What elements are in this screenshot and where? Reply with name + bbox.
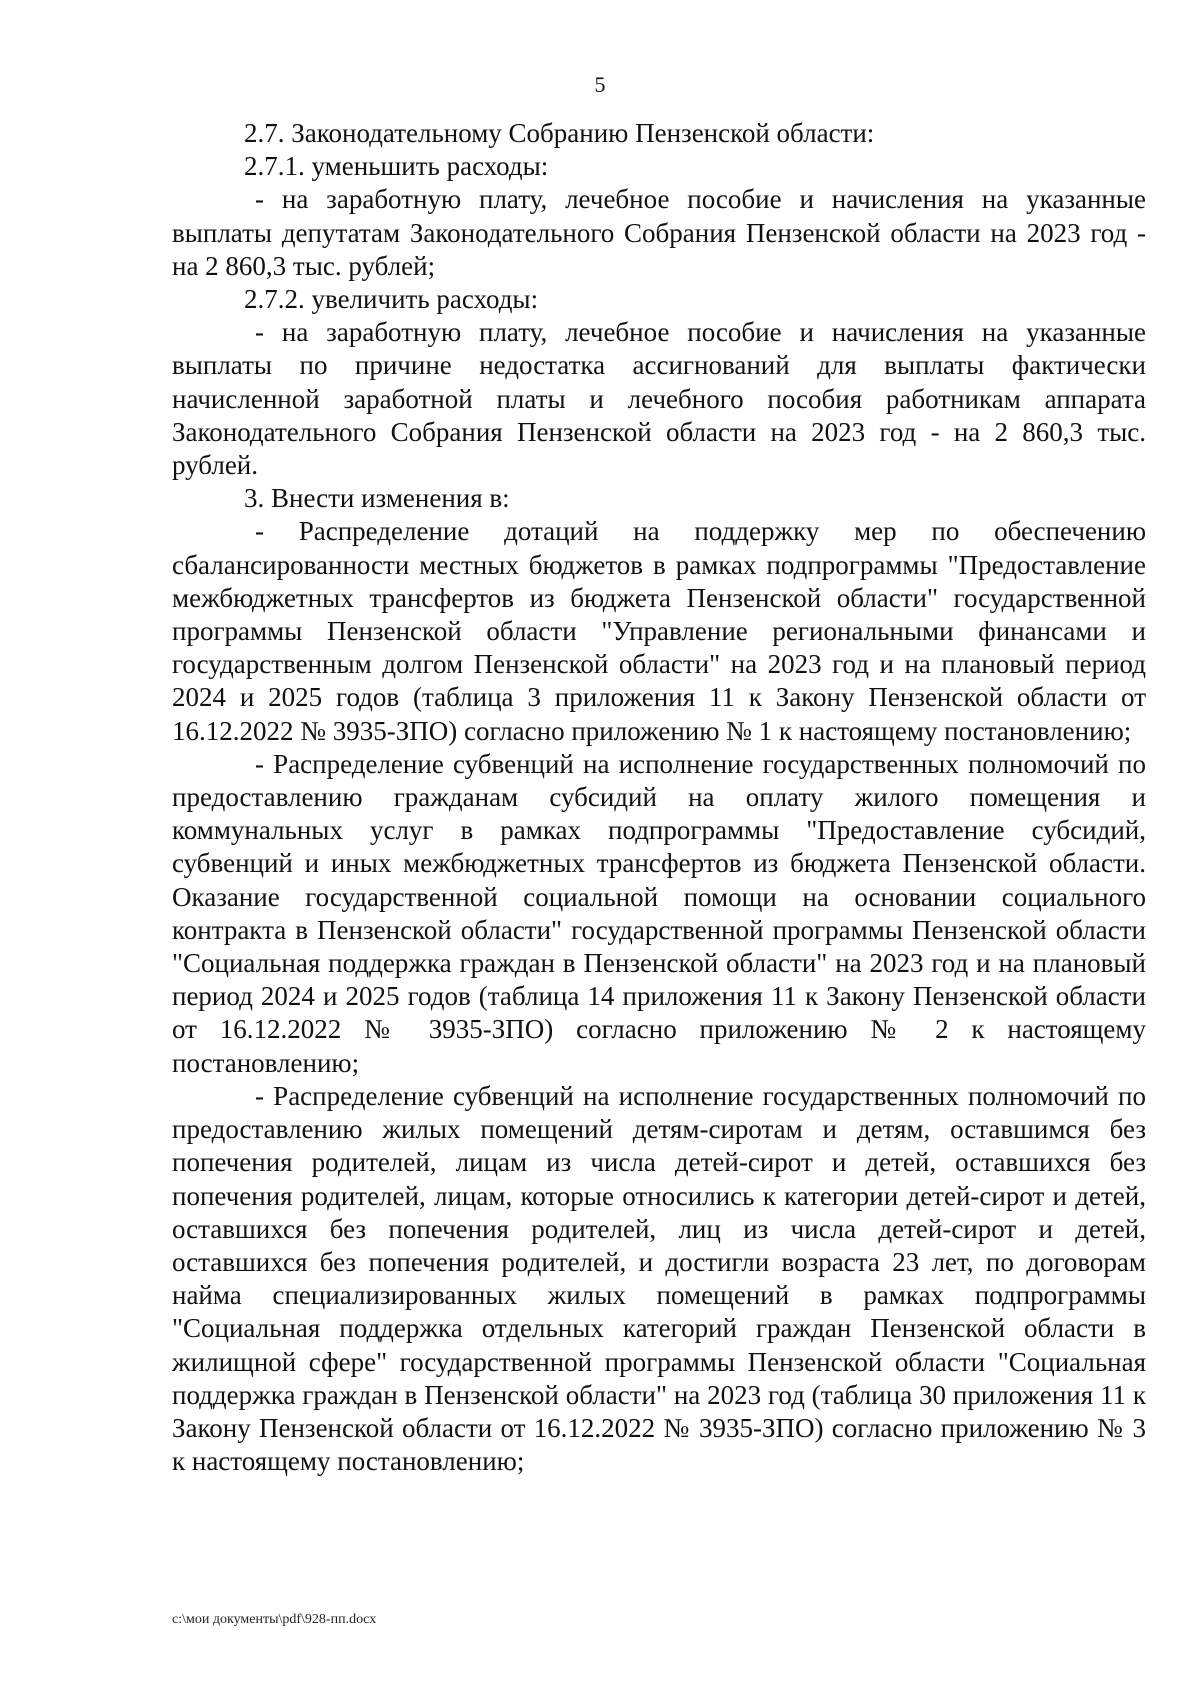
paragraph-2-7-2-item: - на заработную плату, лечебное пособие и начисления на указанные выплаты по причине недостатка ассигнований для выплаты фактически начисленной заработной платы и лечебного пособия работникам аппарата Законодательного Собрания Пензенской области на 2023 год - на 2 860,3 тыс. рублей. xyxy=(172,317,1146,481)
paragraph-3-item-3: - Распределение субвенций на исполнение государственных полномочий по предоставлению жилых помещений детям-сиротам и детям, оставшимся без попечения родителей, лицам из числа детей-сирот и детей, оставшихся без попечения родителей, лицам, которые относились к категории детей-сирот и детей, оставшихся без попечения родителей, лиц из числа детей-сирот и детей, оставшихся без попечения родителей, и достигли возраста 23 лет, по договорам найма специализированных жилых помещений в рамках подпрограммы "Социальная поддержка отдельных категорий граждан Пензенской области в жилищной сфере" государственной программы Пензенской области "Социальная поддержка граждан в Пензенской области" на 2023 год (таблица 30 приложения 11 к Закону Пензенской области от 16.12.2022 № 3935-ЗПО) согласно приложению № 3 к настоящему постановлению; xyxy=(172,1080,1146,1477)
paragraph-2-7-1-item: - на заработную плату, лечебное пособие и начисления на указанные выплаты депутатам Законодательного Собрания Пензенской области на 2023 год - на 2 860,3 тыс. рублей; xyxy=(172,184,1146,281)
document-body xyxy=(172,117,1146,1478)
paragraph-3-item-1: - Распределение дотаций на поддержку мер по обеспечению сбалансированности местных бюджетов в рамках подпрограммы "Предоставление межбюджетных трансфертов из бюджета Пензенской области" государственной программы Пензенской области "Управление региональными финансами и государственным долгом Пензенской области" на 2023 год и на плановый период 2024 и 2025 годов (таблица 3 приложения 11 к Закону Пензенской области от 16.12.2022 № 3935-ЗПО) согласно приложению № 1 к настоящему постановлению; xyxy=(172,516,1146,746)
paragraph-3-item-2: - Распределение субвенций на исполнение государственных полномочий по предоставлению гражданам субсидий на оплату жилого помещения и коммунальных услуг в рамках подпрограммы "Предоставление субсидий, субвенций и иных межбюджетных трансфертов из бюджета Пензенской области. Оказание государственной социальной помощи на основании социального контракта в Пензенской области" государственной программы Пензенской области "Социальная поддержка граждан в Пензенской области" на 2023 год и на плановый период 2024 и 2025 годов (таблица 14 приложения 11 к Закону Пензенской области от 16.12.2022 № 3935-ЗПО) согласно приложению № 2 к настоящему постановлению; xyxy=(172,748,1146,1078)
footer-file-path: c:\мои документы\pdf\928-пп.docx xyxy=(172,1612,377,1627)
paragraph-3-heading: 3. Внести изменения в: xyxy=(244,483,510,514)
paragraph-2-7-2-heading: 2.7.2. увеличить расходы: xyxy=(244,284,539,315)
paragraph-2-7-heading: 2.7. Законодательному Собранию Пензенской области: xyxy=(244,118,875,148)
paragraph-2-7-1-heading: 2.7.1. уменьшить расходы: xyxy=(244,151,549,182)
page-number: 5 xyxy=(594,72,606,97)
